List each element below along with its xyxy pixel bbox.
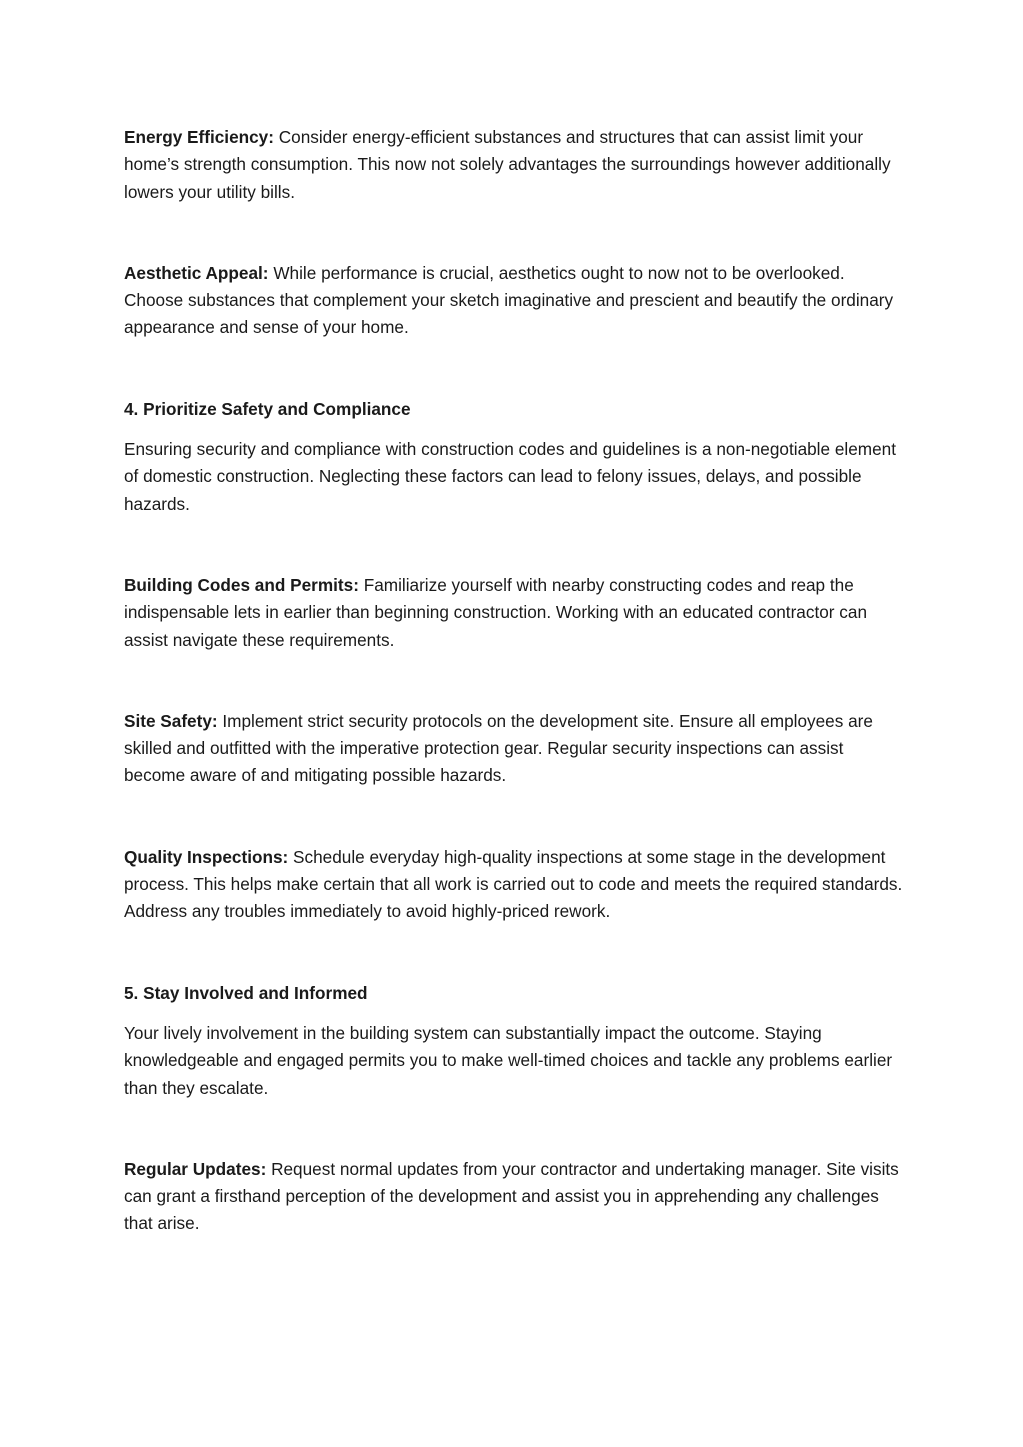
- quality-inspections-text: Schedule everyday high-quality inspections at some stage in the development process. This helps make certain that all work is carried out to code and meets the required standards. Address any troubles immediately to avoid highly-priced rework.: [124, 846, 903, 922]
- site-safety-paragraph: [124, 708, 904, 790]
- regular-updates-label: Regular Updates:: [124, 1158, 267, 1179]
- site-safety-text: Implement strict security protocols on the development site. Ensure all employees are skilled and outfitted with the imperative protection gear. Regular security inspections can assist become aware of and mitigating possible hazards.: [124, 710, 873, 786]
- building-codes-label: Building Codes and Permits:: [124, 574, 359, 595]
- energy-efficiency-paragraph: [124, 124, 904, 206]
- involved-intro-paragraph: Your lively involvement in the building system can substantially impact the outcome. Staying knowledgeable and engaged permits you to make well-timed choices and tackle any problems earlier than they escalate.: [124, 1022, 893, 1098]
- building-codes-text: Familiarize yourself with nearby constructing codes and reap the indispensable lets in earlier than beginning construction. Working with an educated contractor can assist navigate these requirements.: [124, 574, 868, 650]
- section-heading-involved: 5. Stay Involved and Informed: [124, 982, 368, 1003]
- building-codes-paragraph: [124, 572, 904, 654]
- quality-inspections-paragraph: [124, 844, 904, 926]
- safety-intro-paragraph: Ensuring security and compliance with construction codes and guidelines is a non-negotiable element of domestic construction. Neglecting these factors can lead to felony issues, delays, and possible hazards.: [124, 439, 896, 514]
- quality-inspections-label: Quality Inspections:: [124, 846, 289, 867]
- aesthetic-appeal-text: While performance is crucial, aesthetics ought to now not to be overlooked. Choose substances that complement your sketch imaginative and prescient and beautify the ordinary appearance and sense of your home.: [124, 262, 894, 338]
- site-safety-label: Site Safety:: [124, 710, 218, 731]
- aesthetic-appeal-paragraph: [124, 260, 904, 342]
- document-page: [124, 124, 904, 1238]
- aesthetic-appeal-label: Aesthetic Appeal:: [124, 262, 269, 283]
- regular-updates-text: Request normal updates from your contractor and undertaking manager. Site visits can grant a firsthand perception of the development and assist you in apprehending any challenges that arise.: [124, 1158, 899, 1234]
- energy-efficiency-label: Energy Efficiency:: [124, 127, 274, 147]
- regular-updates-paragraph: [124, 1156, 904, 1238]
- energy-efficiency-text: Consider energy-efficient substances and structures that can assist limit your home’s strength consumption. This now not solely advantages the surroundings however additionally lowers your utility bills.: [124, 127, 891, 202]
- section-heading-safety: 4. Prioritize Safety and Compliance: [124, 398, 411, 419]
